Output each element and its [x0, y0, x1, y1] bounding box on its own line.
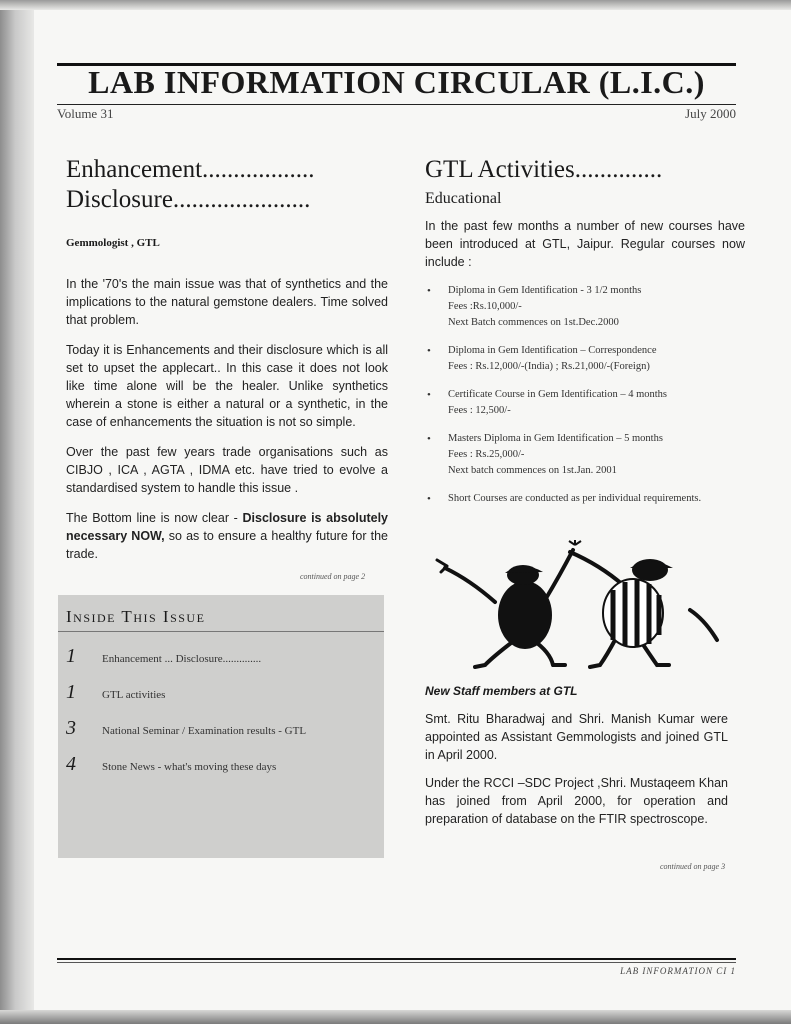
course-fees: Fees :Rs.10,000/-: [448, 301, 522, 312]
toc-page-number: 4: [66, 753, 76, 775]
bullet-icon: •: [427, 345, 431, 357]
staff-section: [425, 710, 728, 838]
course-item: [425, 343, 745, 375]
course-item: [425, 491, 745, 507]
article-enhancement: [66, 155, 388, 575]
course-batch: Next batch commences on 1st.Jan. 2001: [448, 465, 617, 476]
continued-note-right: continued on page 3: [660, 862, 726, 871]
volume-label: Volume 31: [57, 106, 114, 121]
paragraph-4-start: The Bottom line is now clear -: [66, 511, 243, 525]
toc-item[interactable]: [66, 753, 376, 779]
bullet-icon: •: [427, 493, 431, 505]
course-item: [425, 387, 745, 419]
paragraph-4-end: so as to ensure a healthy future for the trade.: [66, 529, 388, 561]
article-heading-line2: Disclosure......................: [66, 186, 311, 213]
paragraph-4-emphasis: Disclosure is absolutely necessary NOW,: [66, 511, 389, 543]
course-title: Short Courses are conducted as per individual requirements.: [448, 493, 702, 504]
course-fees: Fees : 12,500/-: [448, 405, 511, 416]
toc-item[interactable]: [66, 681, 376, 707]
bullet-icon: •: [427, 285, 431, 297]
page-binding: [0, 0, 34, 1024]
bullet-icon: •: [427, 433, 431, 445]
article-paragraph-4: [66, 509, 388, 563]
continued-note-left: continued on page 2: [300, 572, 366, 581]
activities-heading: GTL Activities..............: [425, 156, 663, 183]
issue-date: July 2000: [685, 106, 736, 121]
course-title: Diploma in Gem Identification - 3 1/2 months: [448, 285, 642, 296]
footer-running-title: LAB INFORMATION CI 1: [620, 966, 736, 976]
course-item: [425, 283, 745, 331]
toc-item[interactable]: [66, 645, 376, 671]
course-fees: Fees : Rs.25,000/-: [448, 449, 525, 460]
article-paragraph-1: In the '70's the main issue was that of synthetics and the implications to the natural gemstone dealers. Time solved that problem.: [66, 277, 388, 327]
course-title: Diploma in Gem Identification – Correspondence: [448, 345, 657, 356]
article-paragraph-2: Today it is Enhancements and their disclosure which is all set to upset the applecart.. In this case it does not look like time alone will be the healer. Unlike synthetics wherein a stone is either a natural or a synthetic, in the case of enhancements the situation is not so simple.: [66, 343, 388, 429]
masthead-title: LAB INFORMATION CIRCULAR (L.I.C.): [88, 64, 705, 100]
article-gtl-activities: [425, 155, 745, 519]
staff-heading: New Staff members at GTL: [425, 684, 578, 698]
staff-paragraph-2: Under the RCCI –SDC Project ,Shri. Mustaqeem Khan has joined from April 2000, for operation and preparation of database on the FTIR spectroscope.: [425, 776, 728, 826]
activities-intro: In the past few months a number of new courses have been introduced at GTL, Jaipur. Regular courses now include :: [425, 219, 745, 269]
masthead-rule-bottom: [57, 104, 736, 105]
course-list: [425, 283, 745, 507]
article-paragraph-3: Over the past few years trade organisations such as CIBJO , ICA , AGTA , IDMA etc. have tried to evolve a standardised system to handle this issue .: [66, 445, 388, 495]
toc-page-number: 1: [66, 645, 76, 667]
toc-item[interactable]: [66, 717, 376, 743]
inside-this-issue-box: [58, 595, 384, 858]
course-item: [425, 431, 745, 479]
article-author: Gemmologist , GTL: [66, 237, 160, 249]
footer-rule-thin: [57, 962, 736, 963]
activities-subheading: Educational: [425, 190, 502, 207]
toc-label: GTL activities: [102, 689, 166, 701]
inside-title: Inside This Issue: [66, 607, 206, 626]
bullet-icon: •: [427, 389, 431, 401]
article-heading-line1: Enhancement..................: [66, 156, 315, 183]
staff-paragraph-1: Smt. Ritu Bharadwaj and Shri. Manish Kumar were appointed as Assistant Gemmologists and joined GTL in April 2000.: [425, 712, 728, 762]
toc-page-number: 1: [66, 681, 76, 703]
celebrating-figures-illustration: [425, 540, 730, 675]
toc-label: Stone News - what's moving these days: [102, 761, 277, 773]
course-title: Masters Diploma in Gem Identification – 5 months: [448, 433, 663, 444]
scan-shadow-top: [0, 0, 791, 10]
course-fees: Fees : Rs.12,000/-(India) ; Rs.21,000/-(Foreign): [448, 361, 650, 372]
scan-shadow-bottom: [0, 1010, 791, 1024]
footer-rule-thick: [57, 958, 736, 960]
inside-rule: [58, 631, 384, 632]
course-batch: Next Batch commences on 1st.Dec.2000: [448, 317, 619, 328]
toc-label: Enhancement ... Disclosure..............: [102, 653, 262, 665]
course-title: Certificate Course in Gem Identification – 4 months: [448, 389, 667, 400]
toc-page-number: 3: [66, 717, 76, 739]
toc-label: National Seminar / Examination results - GTL: [102, 725, 307, 737]
